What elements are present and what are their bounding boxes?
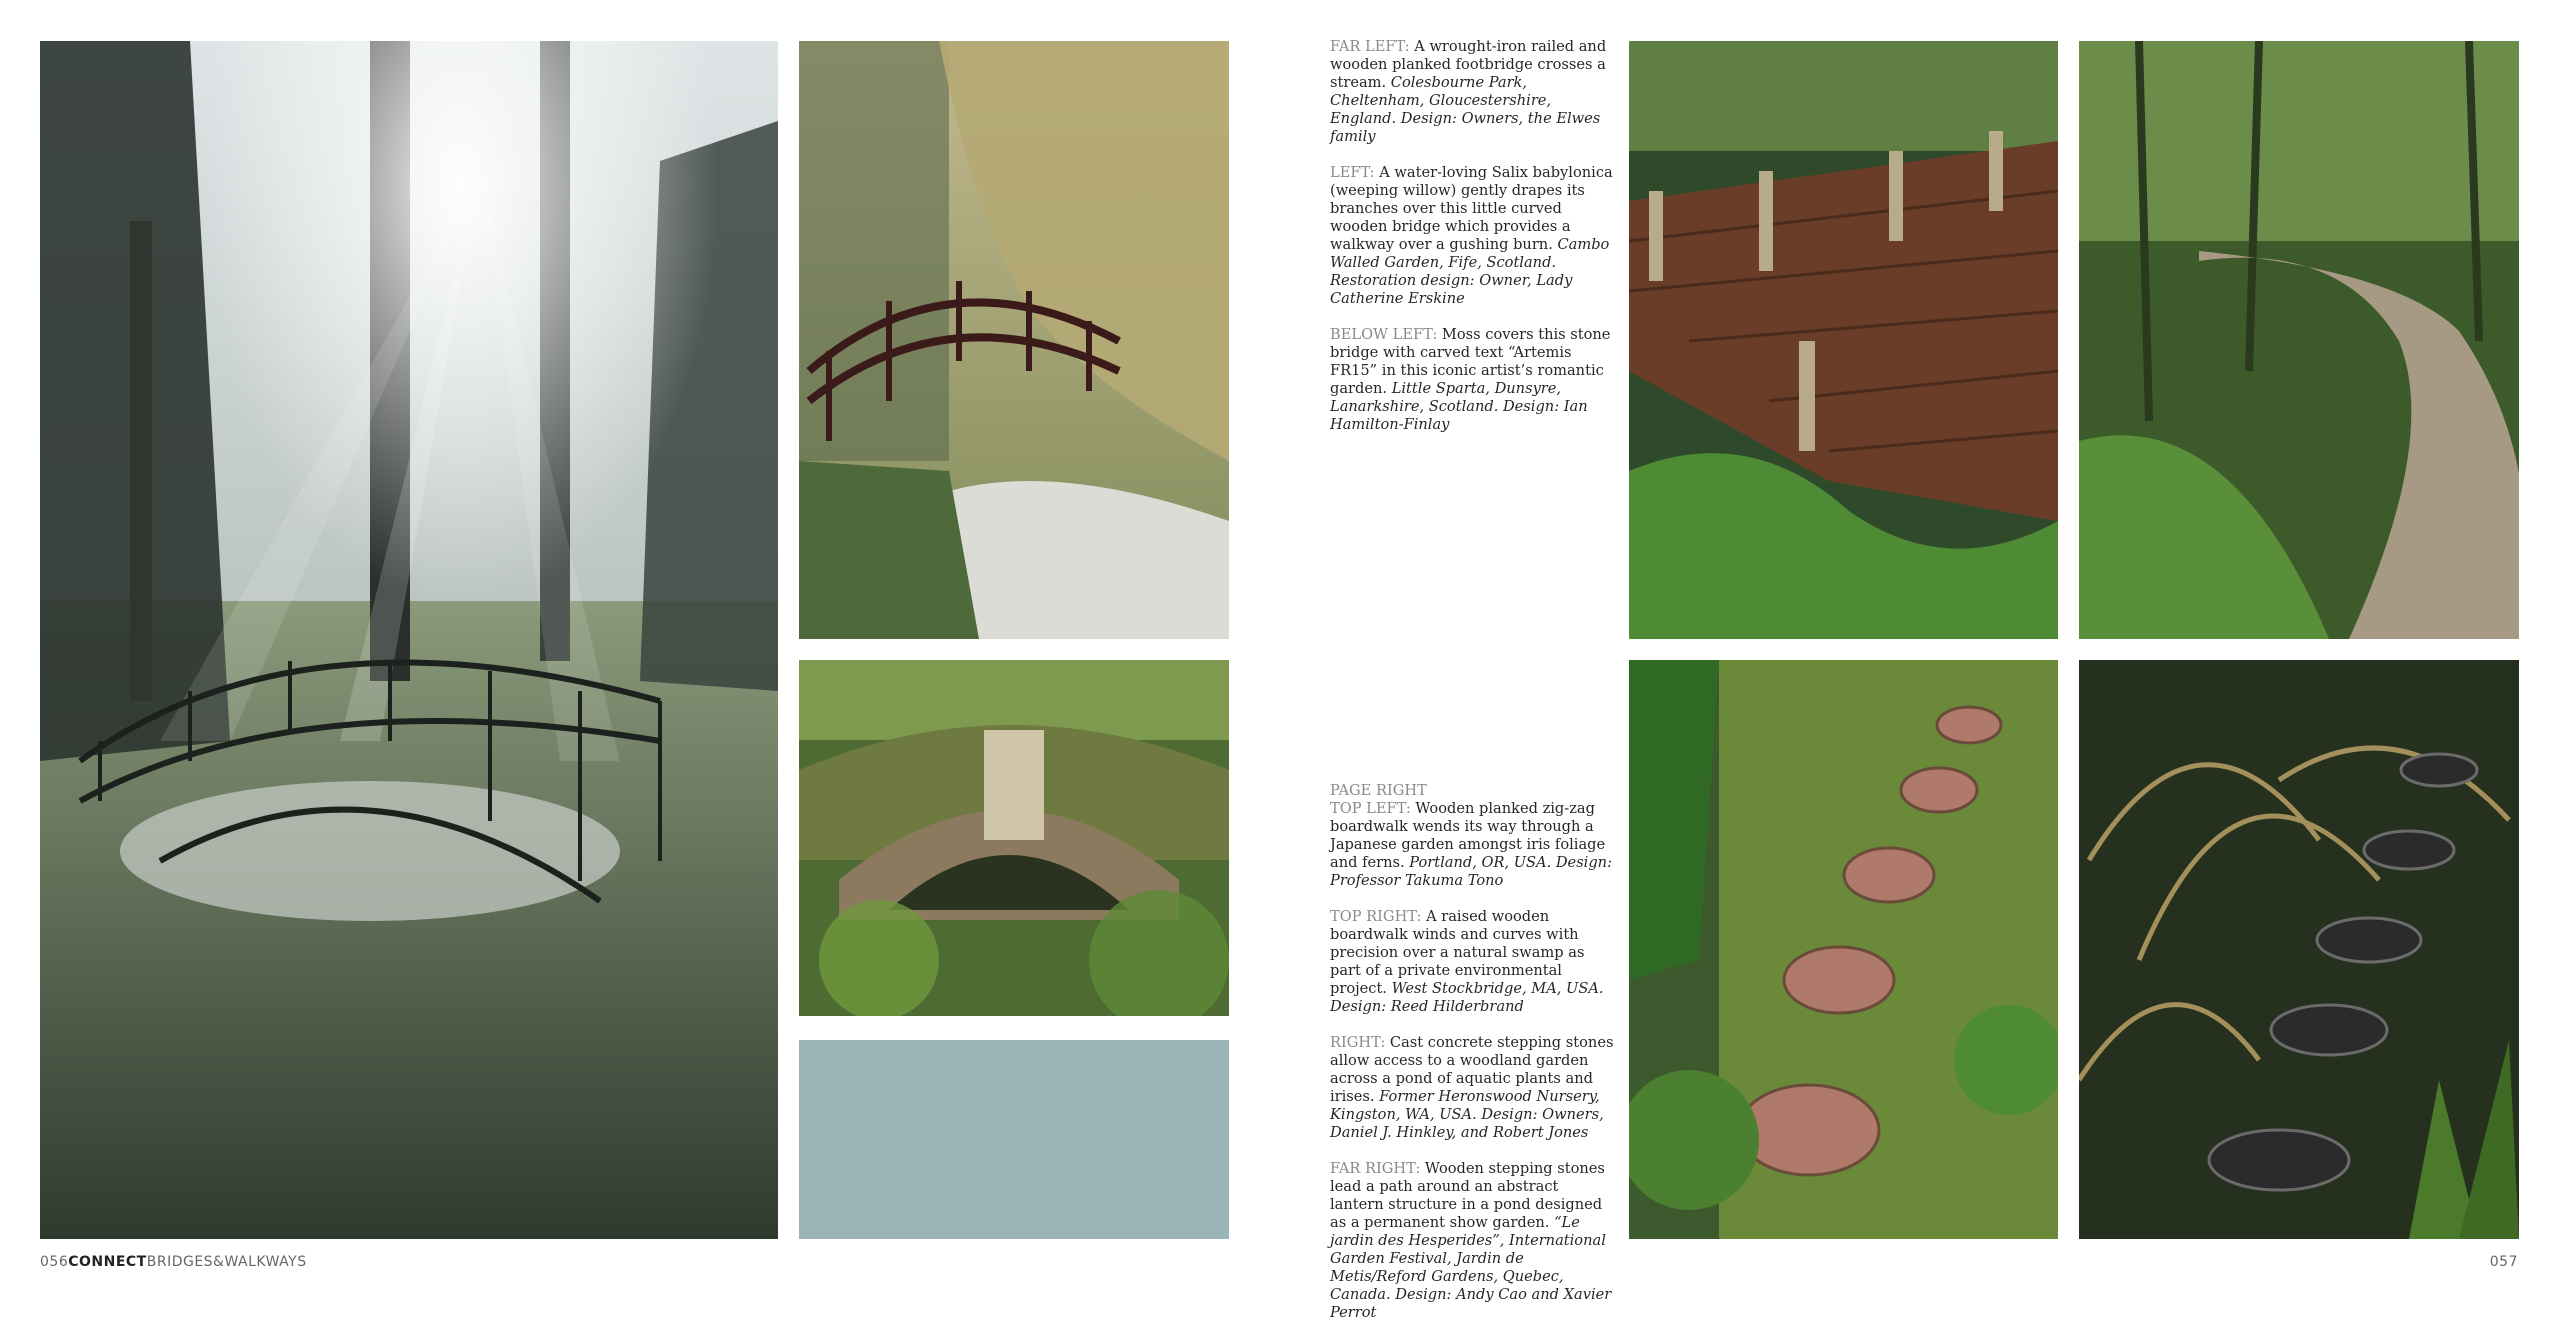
photo-far-left-footbridge [40,41,778,1239]
caption [1330,164,1615,308]
caption [1330,1160,1615,1322]
footer-section: CONNECT [68,1254,147,1270]
caption [1330,800,1615,890]
page-number-left: 056 [40,1254,69,1270]
caption-text: Wooden planked zig-zag boardwalk wends its way through a Japanese garden amongst iris foliage and ferns. [1330,800,1606,871]
caption [1330,38,1615,146]
caption-credit: “Le jardin des Hesperides”, International Garden Festival, Jardin de Metis/Reford Gardens, Quebec, Canada. Design: Andy Cao and Xavier Perrot [1330,1214,1612,1321]
page-number-right: 057 [2489,1254,2518,1270]
caption-label: FAR LEFT: [1330,38,1410,55]
caption-label: TOP LEFT: [1330,800,1411,817]
caption-text: A raised wooden boardwalk winds and curves with precision over a natural swamp as part of a private environmental project. [1330,908,1585,997]
caption-label: LEFT: [1330,164,1375,181]
caption-label: BELOW LEFT: [1330,326,1438,343]
photo-far-right-wooden-stepping-stones [2079,660,2519,1239]
footer-right [2490,1254,2518,1270]
captions-right-page [1330,800,1615,1322]
caption-credit: Portland, OR, USA. Design: Professor Takuma Tono [1330,854,1613,889]
photo-below-left-stone-bridge [799,660,1229,1016]
photo-right-concrete-stepping-stones [1629,660,2058,1239]
page-right-label: PAGE RIGHT [1330,782,1427,799]
caption-text: Cast concrete stepping stones allow access to a woodland garden across a pond of aquatic plants and irises. [1330,1034,1614,1105]
footer-chapter: BRIDGES&WALKWAYS [146,1254,307,1270]
photo-top-left-zigzag-boardwalk [1629,41,2058,639]
color-swatch [799,1040,1229,1239]
caption-credit: Cambo Walled Garden, Fife, Scotland. Restoration design: Owner, Lady Catherine Erskine [1330,236,1610,307]
caption-text: A wrought-iron railed and wooden planked footbridge crosses a stream. [1330,38,1607,91]
caption-label: FAR RIGHT: [1330,1160,1421,1177]
caption-text: Wooden stepping stones lead a path around an abstract lantern structure in a pond designed as a permanent show garden. [1330,1160,1605,1231]
caption [1330,326,1615,434]
caption [1330,908,1615,1016]
caption-text: A water-loving Salix babylonica (weeping willow) gently drapes its branches over this little curved wooden bridge which provides a walkway over a gushing burn. [1330,164,1613,253]
caption-credit: West Stockbridge, MA, USA. Design: Reed Hilderbrand [1330,980,1604,1015]
caption [1330,1034,1615,1142]
captions-left-page [1330,38,1615,434]
caption-credit: Former Heronswood Nursery, Kingston, WA, USA. Design: Owners, Daniel J. Hinkley, and Robert Jones [1330,1088,1604,1141]
footer-left [40,1254,307,1270]
caption-credit: Little Sparta, Dunsyre, Lanarkshire, Scotland. Design: Ian Hamilton-Finlay [1330,380,1588,433]
photo-top-right-curved-boardwalk [2079,41,2519,639]
caption-credit: Colesbourne Park, Cheltenham, Gloucestershire, England. Design: Owners, the Elwes family [1330,74,1601,145]
captions-column [1330,38,1615,1340]
caption-label: TOP RIGHT: [1330,908,1422,925]
photo-left-willow-bridge [799,41,1229,639]
caption-text: Moss covers this stone bridge with carved text “Artemis FR15” in this iconic artist’s romantic garden. [1330,326,1611,397]
caption-label: RIGHT: [1330,1034,1386,1051]
